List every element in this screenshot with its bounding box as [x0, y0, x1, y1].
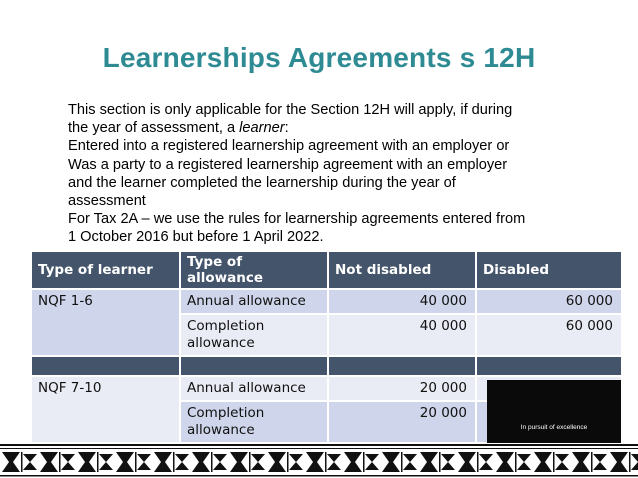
border-motif	[479, 454, 493, 470]
border-motif	[572, 452, 590, 472]
border-motif	[363, 452, 365, 472]
border-motif	[268, 452, 286, 472]
border-motif	[553, 452, 555, 472]
table-row	[32, 289, 622, 314]
allowance-cell: Annual allowance	[180, 289, 328, 314]
border-motif	[420, 452, 438, 472]
border-motif	[137, 454, 151, 470]
learner-term: learner	[239, 120, 285, 137]
not-disabled-cell: 20 000	[328, 376, 476, 401]
body-line-prefix: the year of assessment, a	[68, 120, 240, 137]
disabled-cell: 60 000	[476, 289, 622, 314]
border-motif	[99, 454, 113, 470]
border-motif	[23, 454, 37, 470]
header-not-disabled: Not disabled	[328, 252, 476, 289]
institution-logo	[487, 380, 621, 443]
not-disabled-cell: 40 000	[328, 314, 476, 356]
border-motif	[441, 454, 455, 470]
border-motif	[2, 452, 20, 472]
separator-cell	[476, 356, 622, 376]
body-text	[68, 101, 578, 247]
decorative-border	[0, 444, 638, 478]
border-motif	[515, 452, 517, 472]
border-motif	[365, 454, 379, 470]
border-motif	[496, 452, 514, 472]
border-motif	[401, 452, 403, 472]
border-motif	[382, 452, 400, 472]
border-motif	[97, 452, 99, 472]
border-motif	[534, 452, 552, 472]
border-motif	[631, 454, 638, 470]
separator-cell	[180, 356, 328, 376]
learner-type-cell: NQF 1-6	[32, 289, 180, 356]
border-motif	[344, 452, 362, 472]
allowance-cell: Completion allowance	[180, 401, 328, 443]
separator-row	[32, 356, 622, 376]
border-pattern	[2, 452, 638, 472]
body-line: and the learner completed the learnership during the year of	[68, 174, 456, 191]
border-motif	[306, 452, 324, 472]
not-disabled-cell: 20 000	[328, 401, 476, 443]
border-motif	[477, 452, 479, 472]
border-motif	[173, 452, 175, 472]
border-motif	[403, 454, 417, 470]
body-line: assessment	[68, 193, 146, 210]
learner-type-cell: NQF 7-10	[32, 376, 180, 443]
border-motif	[325, 452, 327, 472]
border-motif	[289, 454, 303, 470]
border-motif	[517, 454, 531, 470]
border-motif	[629, 452, 631, 472]
border-motif	[458, 452, 476, 472]
border-motif	[192, 452, 210, 472]
separator-cell	[328, 356, 476, 376]
border-motif	[213, 454, 227, 470]
border-motif	[591, 452, 593, 472]
allowance-cell: Annual allowance	[180, 376, 328, 401]
not-disabled-cell: 40 000	[328, 289, 476, 314]
header-disabled: Disabled	[476, 252, 622, 289]
border-motif	[287, 452, 289, 472]
border-motif	[40, 452, 58, 472]
body-line-suffix: :	[284, 120, 289, 137]
border-motif	[61, 454, 75, 470]
border-motif	[593, 454, 607, 470]
header-type-of-learner: Type of learner	[32, 252, 180, 289]
header-type-of-allowance: Type of allowance	[180, 252, 328, 289]
slide-title: Learnerships Agreements s 12H	[102, 42, 536, 73]
separator-cell	[32, 356, 180, 376]
border-motif	[78, 452, 96, 472]
border-motif	[175, 454, 189, 470]
logo-tagline: In pursuit of excellence	[520, 424, 588, 431]
border-motif	[249, 452, 251, 472]
border-motif	[327, 454, 341, 470]
body-line: 1 October 2016 but before 1 April 2022.	[68, 229, 324, 246]
border-motif	[135, 452, 137, 472]
border-motif	[116, 452, 134, 472]
allowance-cell: Completion allowance	[180, 314, 328, 356]
body-line: Entered into a registered learnership agreement with an employer or	[68, 138, 510, 155]
border-motif	[21, 452, 23, 472]
body-line: For Tax 2A – we use the rules for learnership agreements entered from	[68, 211, 526, 228]
border-motif	[555, 454, 569, 470]
body-line	[68, 119, 578, 137]
border-motif	[439, 452, 441, 472]
border-motif	[154, 452, 172, 472]
border-motif	[610, 452, 628, 472]
body-line: This section is only applicable for the Section 12H will apply, if during	[68, 102, 513, 118]
border-motif	[230, 452, 248, 472]
border-motif	[251, 454, 265, 470]
disabled-cell: 60 000	[476, 314, 622, 356]
border-motif	[59, 452, 61, 472]
border-motif	[211, 452, 213, 472]
table-header-row	[32, 252, 622, 289]
body-line: Was a party to a registered learnership agreement with an employer	[68, 156, 508, 173]
